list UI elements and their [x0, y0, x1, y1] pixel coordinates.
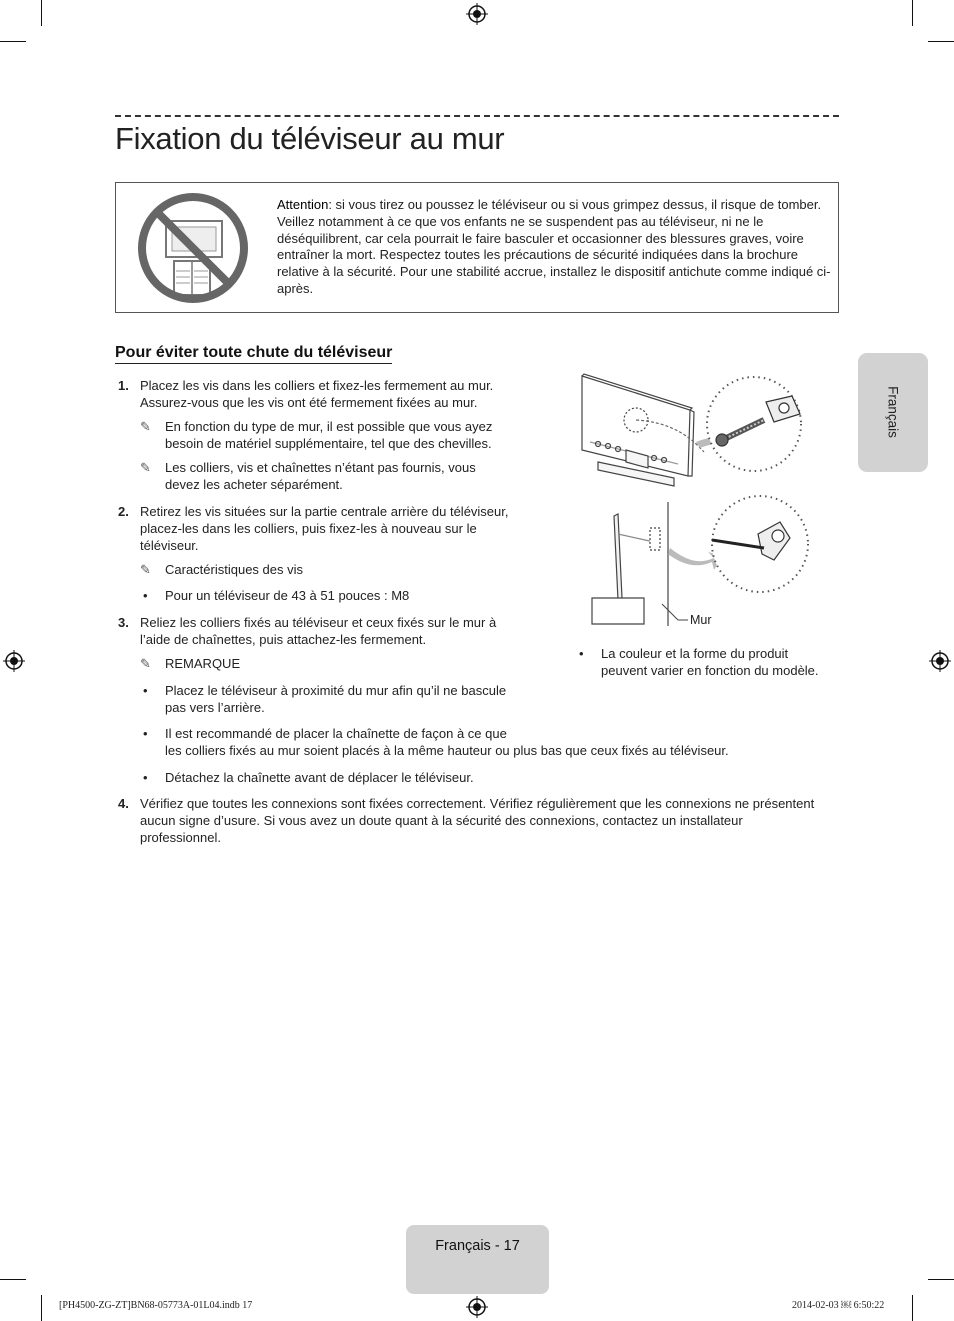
text-line: En fonction du type de mur, il est possible que vous ayez: [165, 419, 493, 434]
registration-mark-icon: [466, 1296, 488, 1318]
crop-mark: [41, 0, 42, 26]
text-line: Reliez les colliers fixés au téléviseur et ceux fixés sur le mur à: [140, 615, 497, 630]
section-heading: Pour éviter toute chute du téléviseur: [115, 344, 392, 364]
page-number-tab: [406, 1225, 549, 1294]
step-number: 1.: [118, 378, 129, 393]
wall-mount-illustration: [578, 372, 840, 634]
text-line: professionnel.: [140, 829, 221, 845]
pencil-note-icon: ✎: [140, 460, 151, 475]
crop-mark: [0, 1279, 26, 1280]
registration-mark-icon: [929, 650, 951, 672]
tv-rear-view: [582, 374, 704, 486]
pencil-note-icon: ✎: [140, 562, 151, 577]
text-line: besoin de matériel supplémentaire, tel que des chevilles.: [165, 435, 492, 451]
bullet-dot: •: [143, 683, 148, 698]
step-3-note: REMARQUE: [165, 656, 241, 671]
text-line: Il est recommandé de placer la chaînette de façon à ce que: [165, 726, 507, 741]
warning-text: [277, 197, 833, 298]
step-number: 2.: [118, 504, 129, 519]
text-line: Placez les vis dans les colliers et fixez-les fermement au mur.: [140, 378, 494, 393]
text-line: devez les acheter séparément.: [165, 476, 343, 492]
crop-mark: [928, 41, 954, 42]
text-line: pas vers l’arrière.: [165, 699, 265, 715]
crop-mark: [912, 0, 913, 26]
step-2-note: Caractéristiques des vis: [165, 562, 303, 577]
title-rule: [115, 115, 839, 117]
step-2-bullet: Pour un téléviseur de 43 à 51 pouces : M8: [165, 588, 410, 603]
step-1-note-2: [165, 460, 476, 494]
leader-line: [662, 604, 678, 620]
text-line: Les colliers, vis et chaînettes n’étant pas fournis, vous: [165, 460, 476, 475]
step-1-note-1: [165, 419, 492, 453]
text-line: Retirez les vis situées sur la partie centrale arrière du téléviseur,: [140, 504, 509, 519]
text-line: aucun signe d’usure. Si vous avez un doute quant à la sécurité des connexions, contactez un installateur: [140, 812, 743, 828]
text-line: téléviseur.: [140, 537, 199, 553]
text-line: l’aide de chaînettes, puis attachez-les fermement.: [140, 631, 427, 647]
step-3-bullet-1: [165, 683, 506, 717]
print-file-info: [PH4500-ZG-ZT]BN68-05773A-01L04.indb 17: [59, 1300, 253, 1311]
step-number: 3.: [118, 615, 129, 630]
text-line: Assurez-vous que les vis ont été fermement fixées au mur.: [140, 394, 478, 410]
registration-mark-icon: [466, 3, 488, 25]
language-tab: [858, 353, 928, 472]
text-line: placez-les dans les colliers, puis fixez-les à nouveau sur le: [140, 520, 477, 536]
bullet-dot: •: [579, 646, 584, 661]
language-tab-label: Français: [885, 386, 901, 438]
text-line: peuvent varier en fonction du modèle.: [601, 662, 819, 678]
bullet-dot: •: [143, 588, 148, 603]
crop-mark: [0, 41, 26, 42]
step-3-text: [140, 615, 496, 649]
warning-body: : si vous tirez ou poussez le téléviseur ou si vous grimpez dessus, il risque de tomber. Veillez notamment à ce que vos enfants ne se suspendent pas au téléviseur, ni ne le déséquilibrent, car cela pourrait le faire basculer et occasionner des blessures graves, voire entraîner la mort. Respectez toutes les précautions de sécurité indiquées dans la brochure relative à la sécurité. Pour une stabilité accrue, installez le dispositif antichute comme indiqué ci-après.: [277, 197, 831, 296]
warning-box: [115, 182, 839, 313]
text-line: les colliers fixés au mur soient placés à la même hauteur ou plus bas que ceux fixés au téléviseur.: [165, 742, 729, 758]
bullet-dot: •: [143, 770, 148, 785]
bullet-dot: •: [143, 726, 148, 741]
page-title: Fixation du téléviseur au mur: [115, 121, 505, 156]
warning-label: Attention: [277, 197, 329, 212]
no-climbing-icon: [136, 191, 250, 305]
step-1-text: [140, 378, 493, 412]
step-4-text: [140, 796, 840, 846]
tv-side-view: [592, 502, 668, 626]
pencil-note-icon: ✎: [140, 656, 151, 671]
step-3-bullet-2: [165, 726, 729, 760]
text-line: Vérifiez que toutes les connexions sont fixées correctement. Vérifiez régulièrement que les connexions ne présentent: [140, 796, 815, 811]
text-line: Placez le téléviseur à proximité du mur afin qu’il ne bascule: [165, 683, 507, 698]
registration-mark-icon: [3, 650, 25, 672]
step-3-bullet-3: Détachez la chaînette avant de déplacer le téléviseur.: [165, 770, 474, 785]
page-number: Français - 17: [435, 1238, 520, 1254]
step-number: 4.: [118, 796, 129, 811]
illustration-caption: [601, 646, 819, 680]
wall-label: Mur: [690, 613, 712, 627]
crop-mark: [912, 1295, 913, 1321]
print-date-info: 2014-02-03 ￼ 6:50:22: [792, 1300, 885, 1311]
text-line: La couleur et la forme du produit: [601, 646, 789, 661]
pencil-note-icon: ✎: [140, 419, 151, 434]
crop-mark: [928, 1279, 954, 1280]
step-2-text: [140, 504, 509, 554]
crop-mark: [41, 1295, 42, 1321]
